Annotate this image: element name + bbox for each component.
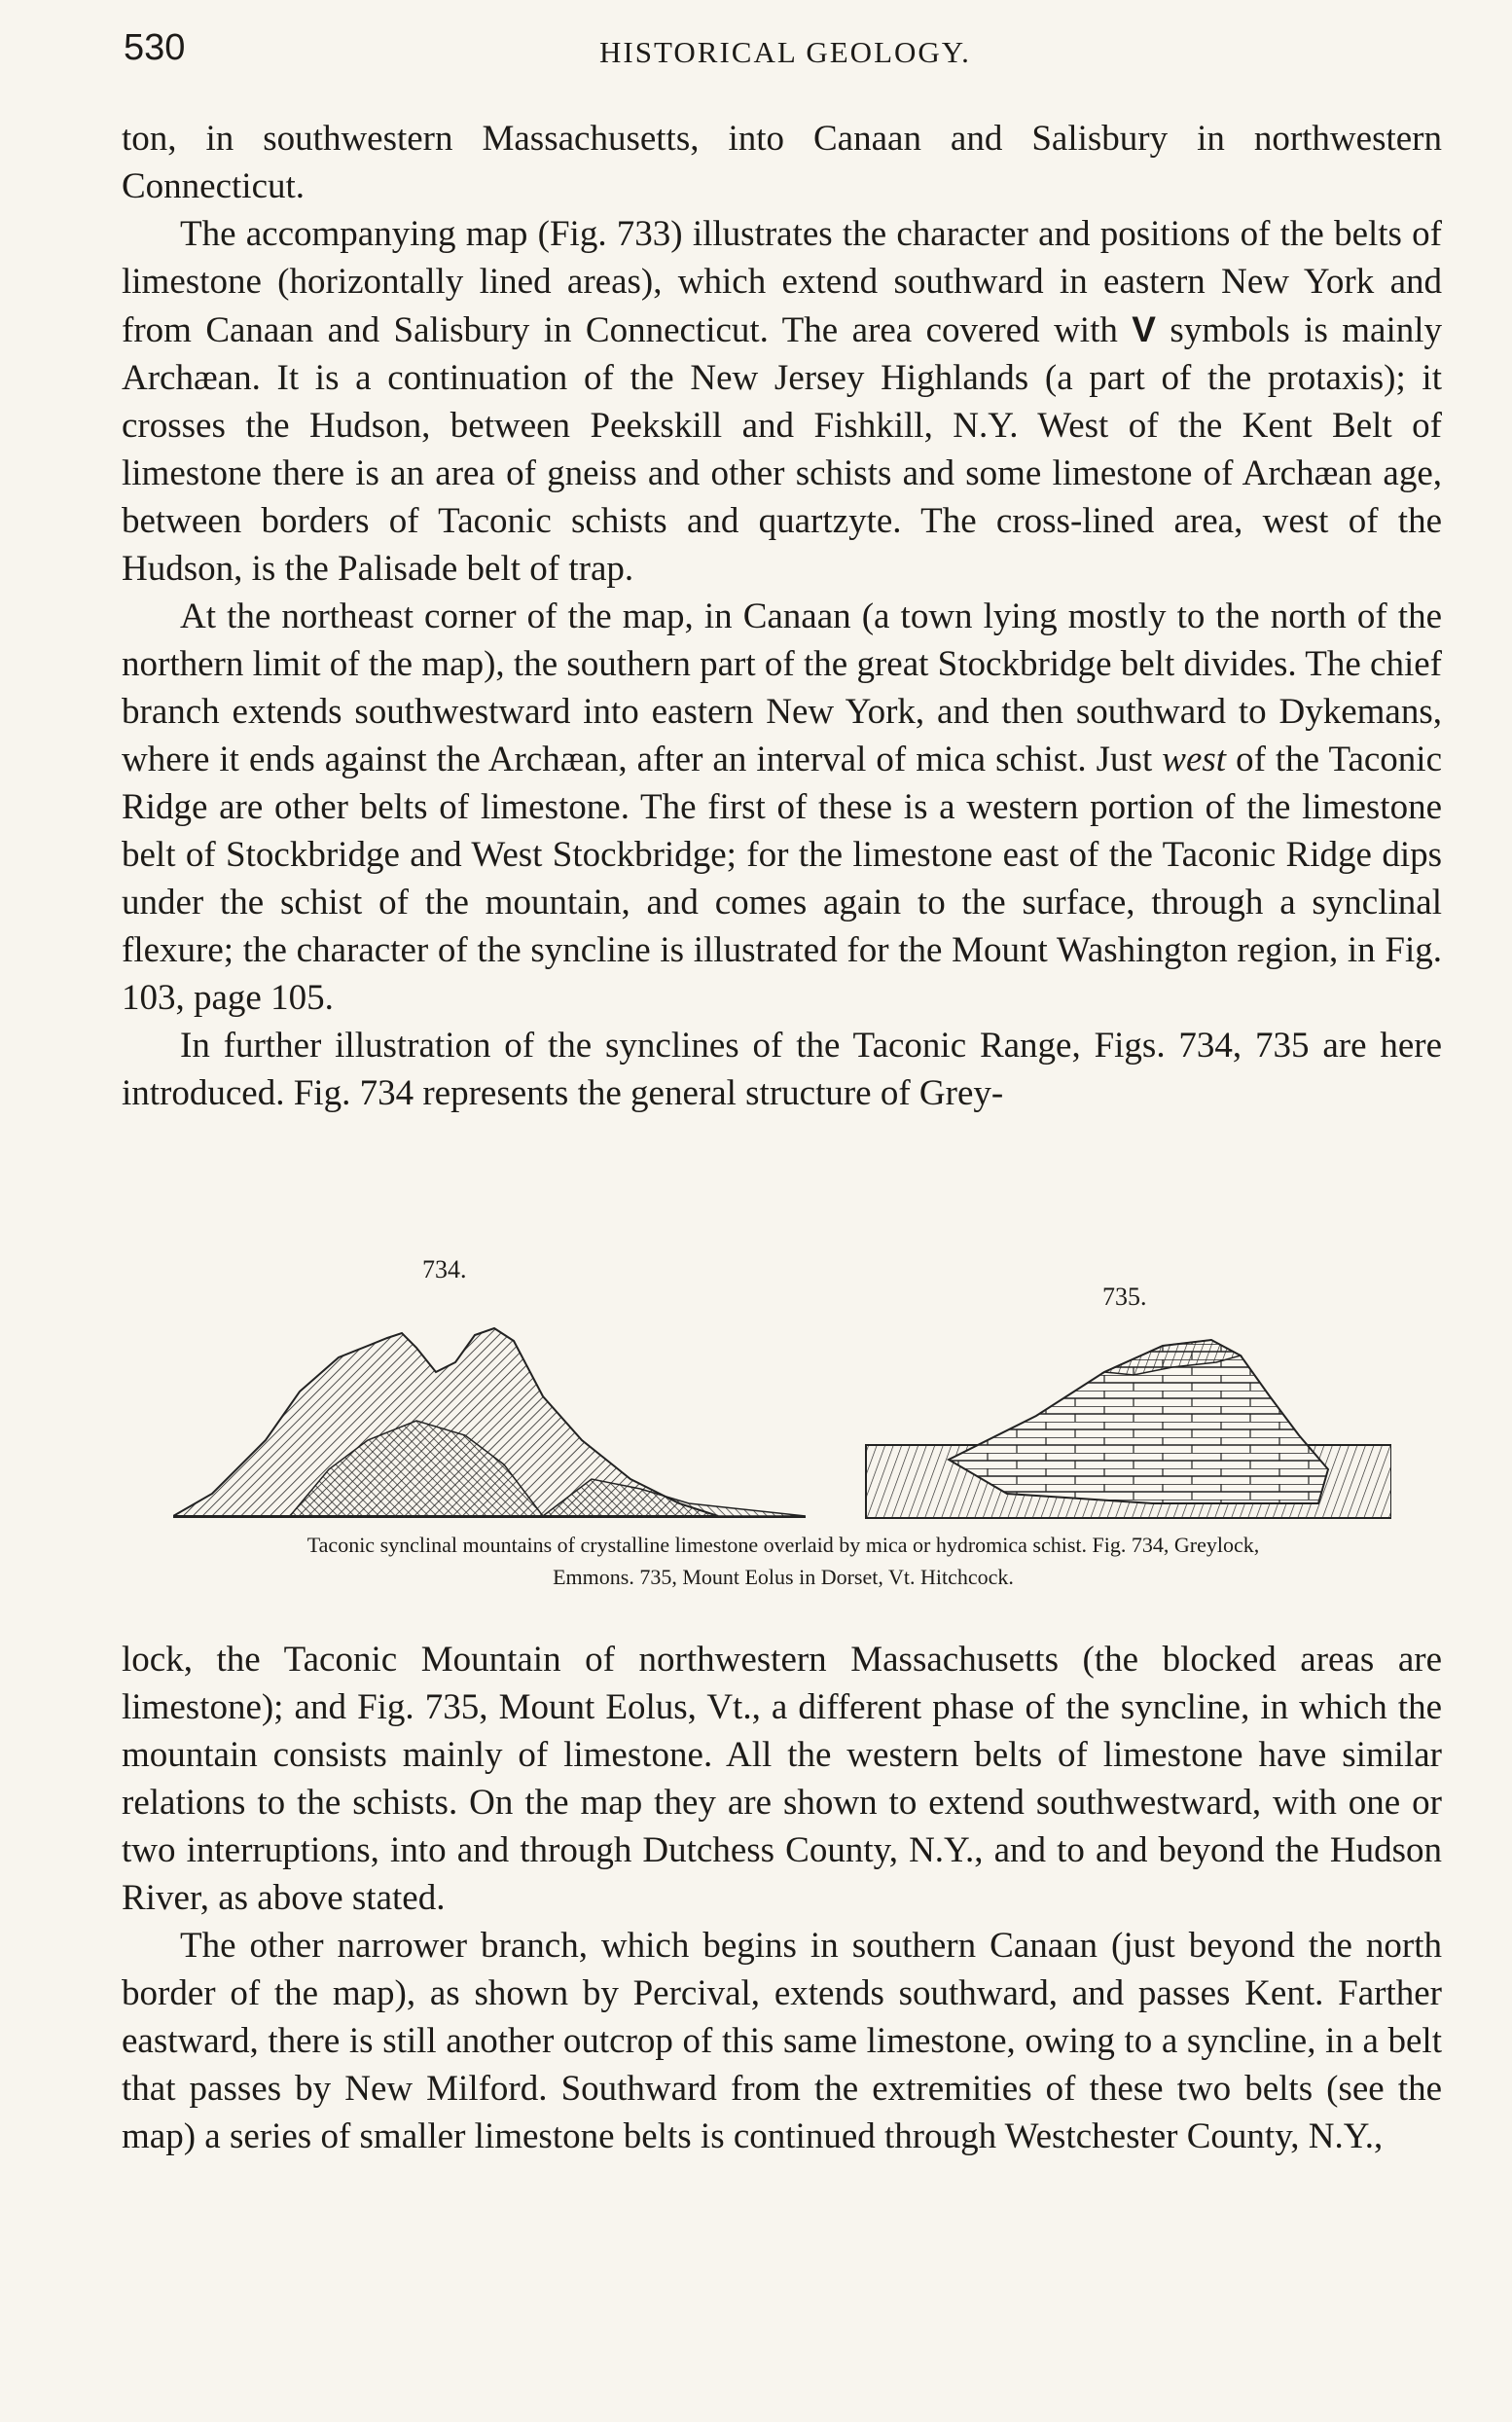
paragraph-text: of the Taconic Ridge are other belts of limestone. The first of these is a western portion of the limestone belt of Stockbridge and West Stockbridge; for the limestone east of the Taconic Ridge dips under the schist of the mountain, and comes again to the surface, through a synclinal flexure; the character of the syncline is illustrated for the Mount Washington region, in Fig. 103, page 105.	[122, 740, 1443, 1018]
paragraph: The other narrower branch, which begins in southern Canaan (just beyond the north border of the map), as shown by Percival, extends southward, and passes Kent. Farther eastward, there is still another outcrop of this same limestone, owing to a syncline, in a belt that passes by New Milford. Southward from the extremities of these two belts (see the map) a series of smaller limestone belts is continued through Westchester County, N.Y.,	[122, 1926, 1442, 2156]
paragraph: ton, in southwestern Massachusetts, into Canaan and Salisbury in northwestern Connecticut.	[122, 119, 1442, 206]
fig735-illustration	[861, 1328, 1391, 1523]
page-header	[124, 27, 1447, 86]
figure-caption	[117, 1529, 1450, 1593]
emphasis-text: west	[1162, 740, 1227, 779]
v-symbol: V	[1132, 309, 1156, 349]
fig734-illustration	[173, 1294, 806, 1528]
running-head: HISTORICAL GEOLOGY.	[599, 35, 971, 69]
body-text-top	[122, 115, 1442, 1117]
paragraph: In further illustration of the synclines of the Taconic Range, Figs. 734, 735 are here introduced. Fig. 734 represents the general structure of Grey-	[122, 1026, 1442, 1113]
paragraph	[122, 593, 1442, 1022]
fig735-label: 735.	[1102, 1283, 1147, 1311]
page-number: 530	[124, 27, 186, 68]
body-text-bottom	[122, 1636, 1442, 2160]
caption-line: Taconic synclinal mountains of crystalline limestone overlaid by mica or hydromica schist. Fig. 734, Greylock,	[306, 1533, 1260, 1557]
paragraph-text: The accompanying map (Fig. 733) illustrates the character and positions of the belts of limestone (horizontally lined areas), which extend southward in eastern New York and from Canaan and Salisbury in Connecticut. The area covered with	[122, 214, 1442, 350]
figures	[0, 1255, 1512, 1547]
paragraph: lock, the Taconic Mountain of northwestern Massachusetts (the blocked areas are limestone); and Fig. 735, Mount Eolus, Vt., a different phase of the syncline, in which the mountain consists mainly of limestone. All the western belts of limestone have similar relations to the schists. On the map they are shown to extend southwestward, with one or two interruptions, into and through Dutchess County, N.Y., and to and beyond the Hudson River, as above stated.	[122, 1640, 1442, 1918]
paragraph	[122, 210, 1442, 593]
paragraph-text: At the northeast corner of the map, in Canaan (a town lying mostly to the north of the northern limit of the map), the southern part of the great Stockbridge belt divides. The chief branch extends southwestward into eastern New York, and then southward to Dykemans, where it ends against the Archæan, after an interval of mica schist. Just	[122, 596, 1442, 779]
paragraph-text: symbols is mainly Archæan. It is a continuation of the New Jersey Highlands (a part of the protaxis); it crosses the Hudson, between Peekskill and Fishkill, N.Y. West of the Kent Belt of limestone there is an area of gneiss and other schists and some limestone of Archæan age, between borders of Taconic schists and quartzyte. The cross-lined area, west of the Hudson, is the Palisade belt of trap.	[122, 310, 1443, 589]
caption-line: Emmons. 735, Mount Eolus in Dorset, Vt. Hitchcock.	[553, 1565, 1014, 1589]
fig734-label: 734.	[422, 1255, 467, 1283]
